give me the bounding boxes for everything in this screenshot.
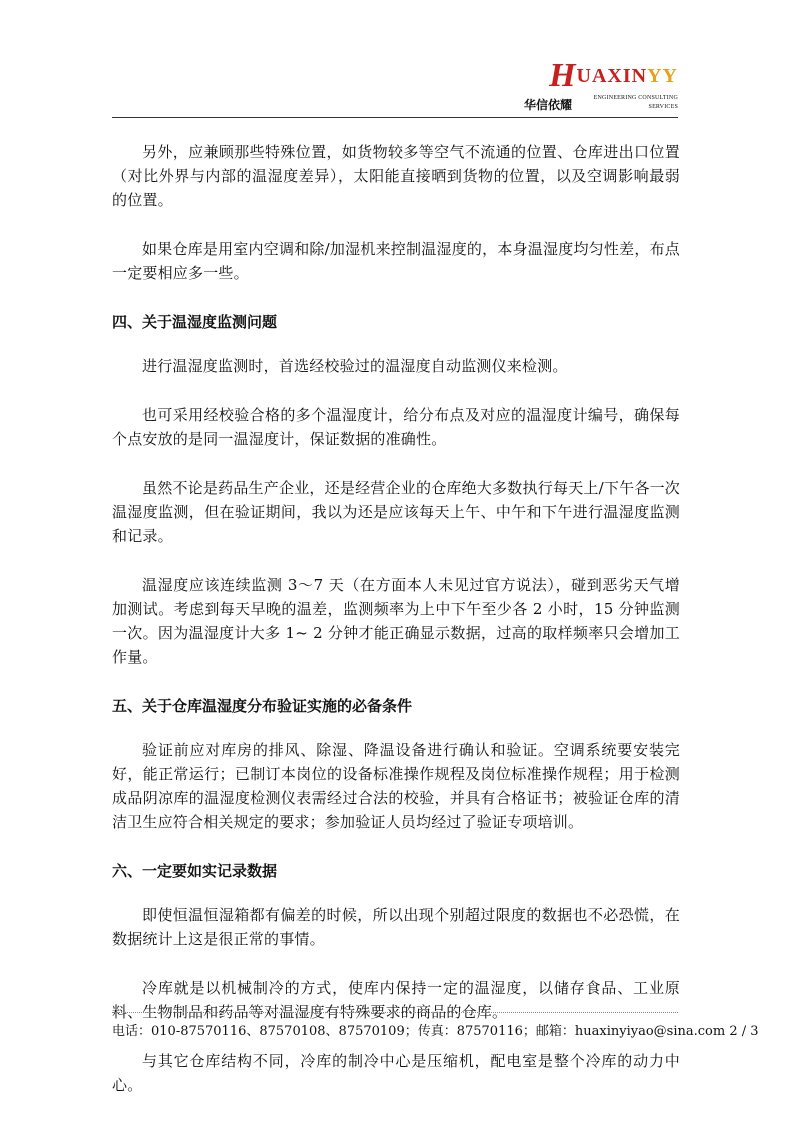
paragraph: 冷库就是以机械制冷的方式，使库内保持一定的温湿度，以储存食品、工业原料、生物制品和药品等对温湿度有特殊要求的商品的仓库。 [112, 979, 680, 1021]
paragraph: 温湿度应该连续监测 3～7 天（在方面本人未见过官方说法），碰到恶劣天气增加测试。考虑到每天早晚的温差，监测频率为上中下午至少各 2 小时，15 分钟监测一次。因为温湿度计大多 1~ 2 分钟才能正确显示数据，过高的取样频率只会增加工作量。 [112, 576, 680, 666]
paragraph: 如果仓库是用室内空调和除/加湿机来控制温湿度的，本身温湿度均匀性差，布点一定要相应多一些。 [112, 240, 680, 282]
logo-wordmark [549, 57, 678, 94]
paragraph: 也可采用经校验合格的多个温湿度计，给分布点及对应的温湿度计编号，确保每个点安放的是同一温湿度计，保证数据的准确性。 [112, 406, 680, 448]
company-logo [508, 57, 678, 116]
paragraph: 虽然不论是药品生产企业，还是经营企业的仓库绝大多数执行每天上/下午各一次温湿度监测，但在验证期间，我以为还是应该每天上午、中午和下午进行温湿度监测和记录。 [112, 479, 680, 545]
header-divider [112, 117, 678, 118]
logo-chinese-name: 华信依耀 [524, 98, 573, 112]
logo-yy: YY [647, 65, 678, 87]
logo-letter: H [549, 57, 577, 94]
paragraph: 另外，应兼顾那些特殊位置，如货物较多等空气不流通的位置、仓库进出口位置（对比外界与内部的温湿度差异），太阳能直接晒到货物的位置，以及空调影响最弱的位置。 [112, 143, 680, 209]
contact-info: 电话：010-87570116、87570108、87570109；传真：87570116；邮箱：huaxinyiyao@sina.com [112, 1024, 726, 1039]
section-heading: 五、关于仓库温湿度分布验证实施的必备条件 [112, 697, 413, 715]
page-number: 2 / 3 [729, 1024, 759, 1039]
paragraph: 验证前应对库房的排风、除湿、降温设备进行确认和验证。空调系统要安装完好，能正常运行；已制订本岗位的设备标准操作规程及岗位标准操作规程；用于检测成品阴凉库的温湿度检测仪表需经过合法的校验，并具有合格证书；被验证仓库的清洁卫生应符合相关规定的要求；参加验证人员均经过了验证专项培训。 [112, 741, 680, 831]
document-body [112, 140, 680, 1122]
logo-rest: UAXIN [576, 65, 648, 87]
paragraph: 进行温湿度监测时，首选经校验过的温湿度自动监测仪来检测。 [142, 357, 568, 375]
page-footer [112, 1022, 759, 1042]
logo-english-tagline: ENGINEERING CONSULTING SERVICES [593, 95, 678, 110]
section-heading: 六、一定要如实记录数据 [112, 862, 278, 880]
paragraph: 即使恒温恒湿箱都有偏差的时候，所以出现个别超过限度的数据也不必恐慌，在数据统计上这是很正常的事情。 [112, 906, 680, 948]
section-heading: 四、关于温湿度监测问题 [112, 313, 278, 331]
paragraph: 与其它仓库结构不同，冷库的制冷中心是压缩机，配电室是整个冷库的动力中心。 [112, 1052, 680, 1094]
footer-divider [112, 1012, 678, 1013]
page-header [112, 56, 678, 118]
